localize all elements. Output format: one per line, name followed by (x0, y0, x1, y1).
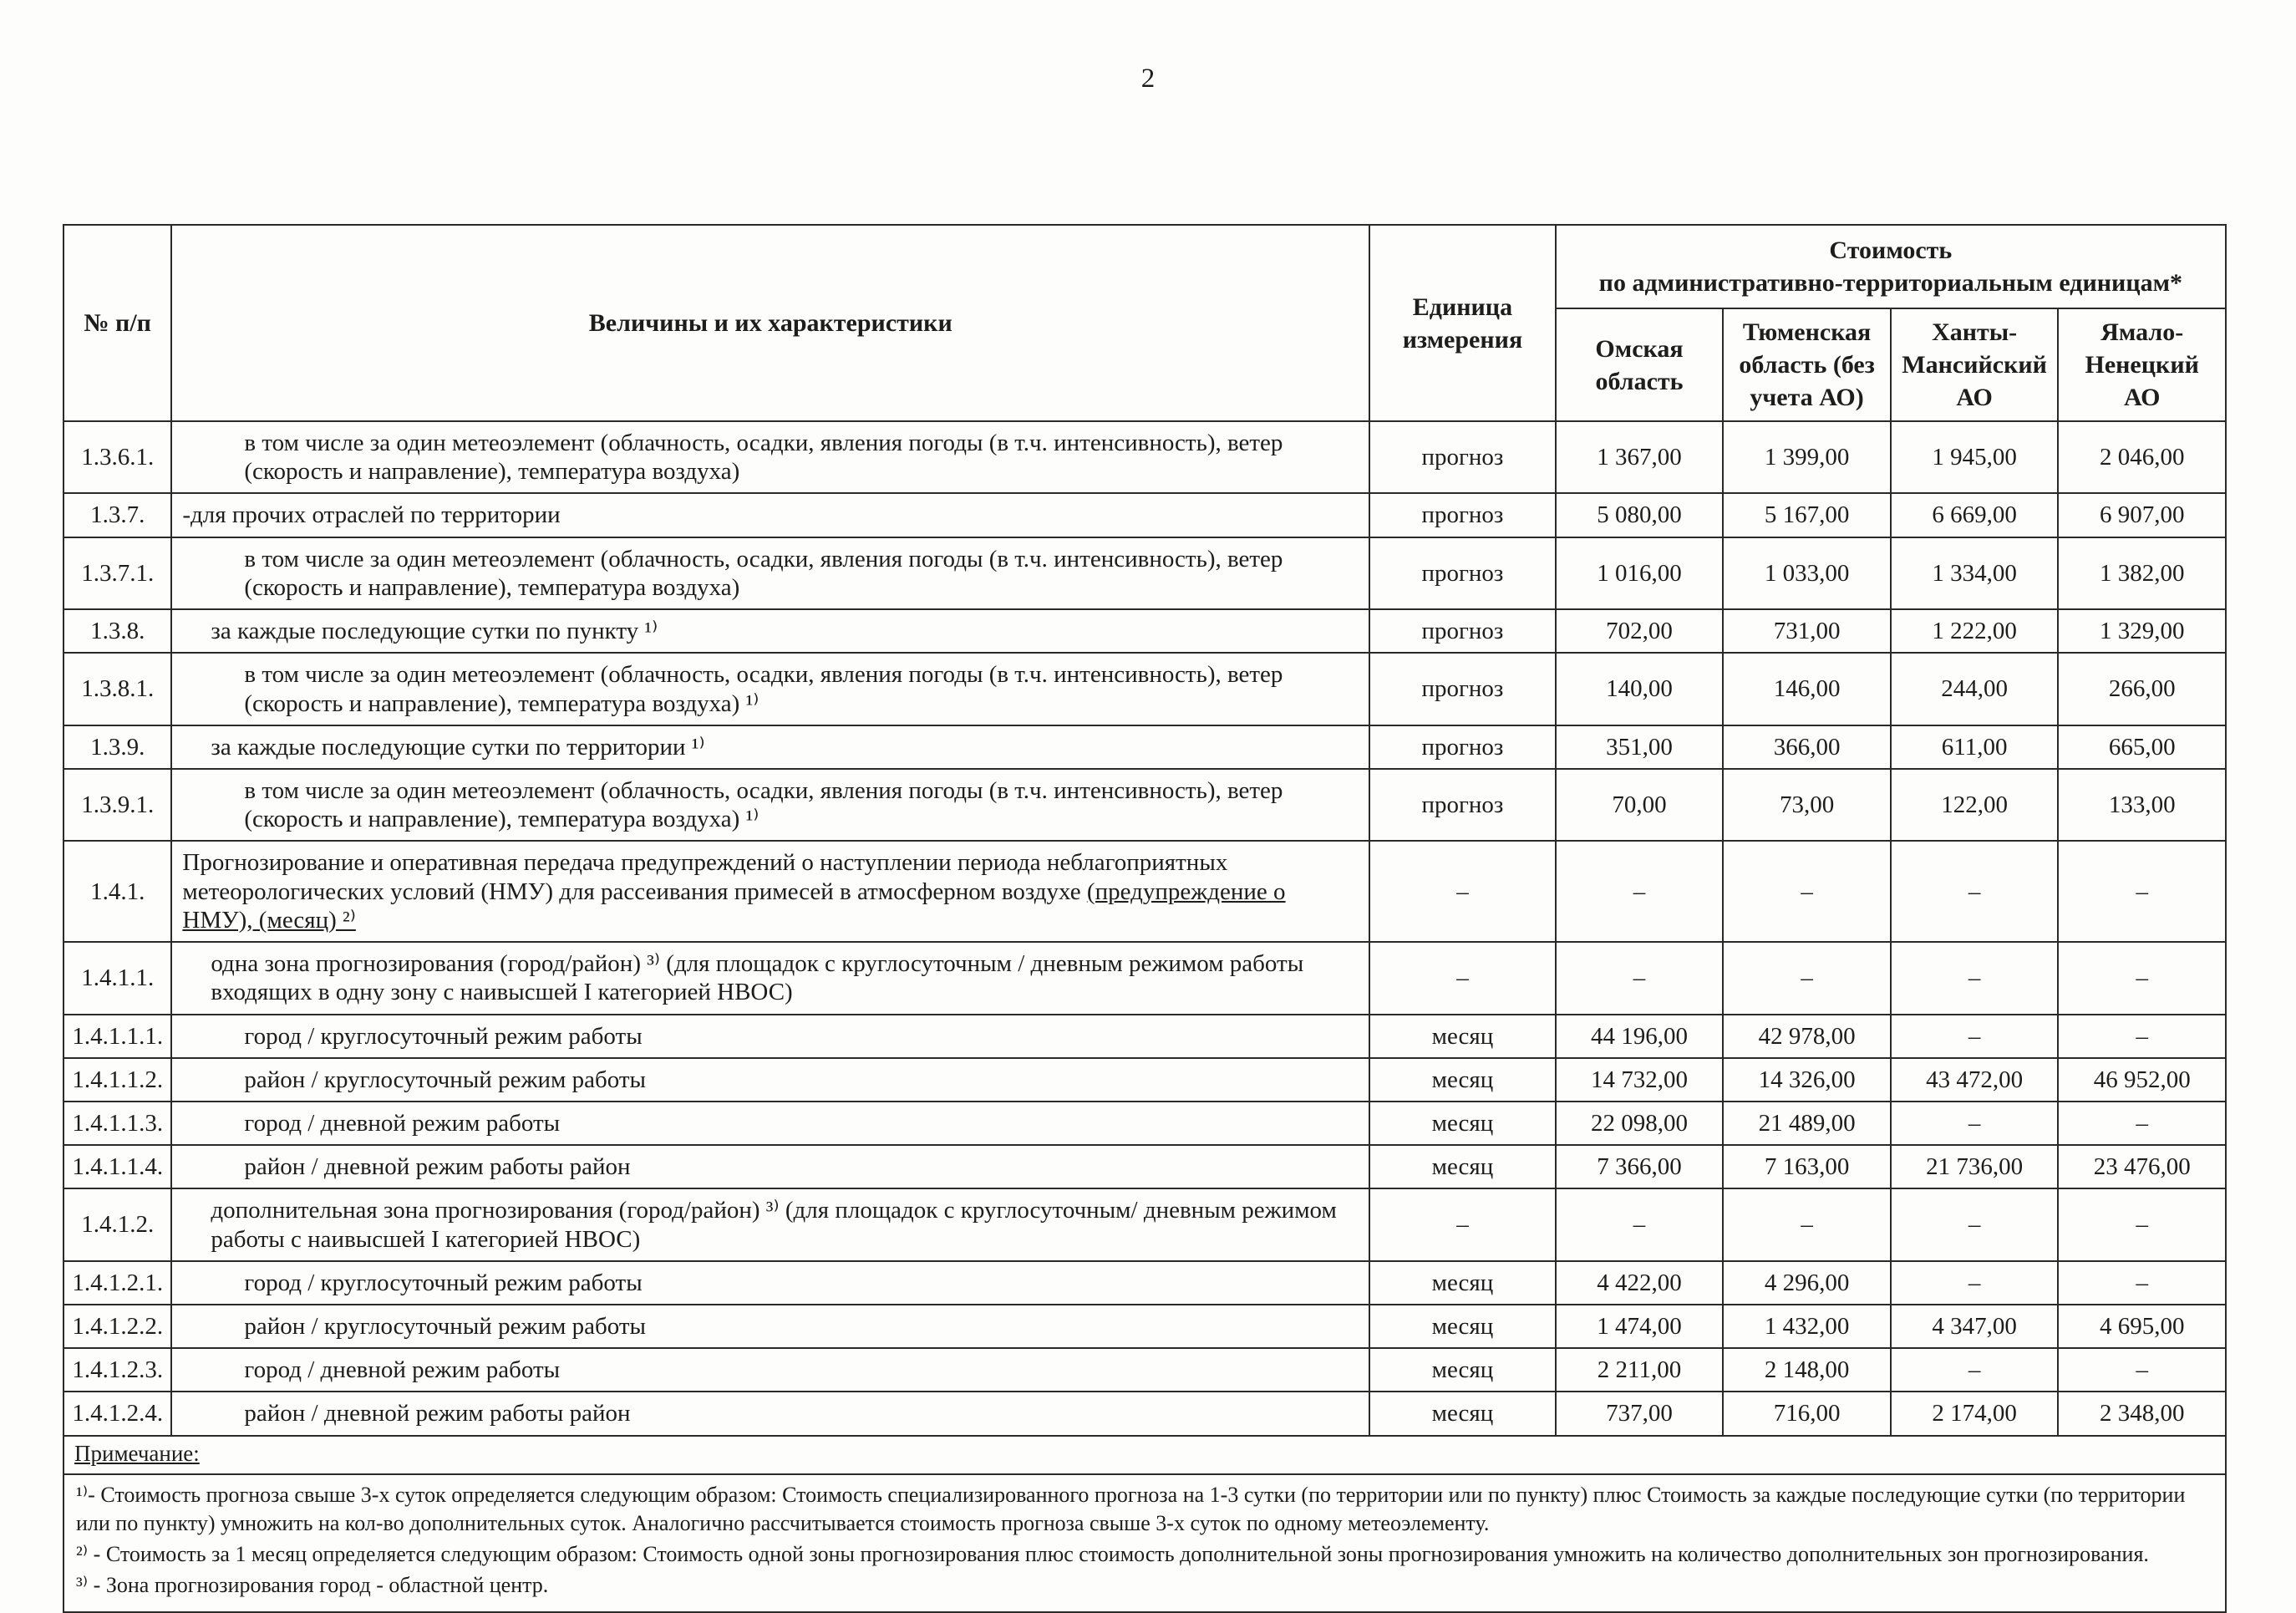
row-name (171, 942, 1369, 1014)
row-number: 1.3.7. (63, 493, 171, 537)
row-value: – (1556, 1188, 1724, 1260)
row-number: 1.3.8. (63, 609, 171, 653)
row-name-text: в том числе за один метеоэлемент (облачность, осадки, явления погоды (в т.ч. интенсивность), ветер (скорость и направление), температура воздуха) ¹⁾ (244, 776, 1283, 833)
row-name-text: район / дневной режим работы район (244, 1400, 631, 1427)
row-value: 4 422,00 (1556, 1261, 1724, 1305)
table-row (63, 1058, 2226, 1102)
row-value: 1 474,00 (1556, 1305, 1724, 1348)
row-number: 1.4.1.2. (63, 1188, 171, 1260)
row-value: 14 732,00 (1556, 1058, 1724, 1102)
row-value: 244,00 (1891, 653, 2059, 725)
row-value: – (1891, 841, 2059, 942)
row-number: 1.3.6.1. (63, 421, 171, 493)
notes-body (63, 1474, 2226, 1612)
row-value: – (1723, 1188, 1891, 1260)
row-value: – (1556, 841, 1724, 942)
row-value: – (1891, 1015, 2059, 1058)
row-value: 1 222,00 (1891, 609, 2059, 653)
row-value: 351,00 (1556, 725, 1724, 769)
row-number: 1.4.1.2.2. (63, 1305, 171, 1348)
row-value: 665,00 (2058, 725, 2226, 769)
row-value: – (1556, 942, 1724, 1014)
row-name-text: Прогнозирование и оперативная передача предупреждений о наступлении периода неблагоприятных метеорологических условий (НМУ) для рассеивания примесей в атмосферном воздухе (182, 849, 1228, 905)
row-value: – (1891, 1102, 2059, 1145)
row-value: 6 907,00 (2058, 493, 2226, 537)
row-unit: прогноз (1369, 609, 1556, 653)
row-name (171, 841, 1369, 942)
row-unit: прогноз (1369, 769, 1556, 841)
table-notes (63, 1436, 2226, 1612)
row-value: 1 033,00 (1723, 537, 1891, 609)
row-value: 266,00 (2058, 653, 2226, 725)
row-number: 1.4.1.2.4. (63, 1392, 171, 1435)
row-value: – (2058, 1102, 2226, 1145)
row-unit: месяц (1369, 1015, 1556, 1058)
col-header-region-yamal: Ямало-Ненецкий АО (2058, 308, 2226, 421)
page-number: 2 (1140, 64, 1156, 94)
table-row (63, 1015, 2226, 1058)
row-name-text: район / круглосуточный режим работы (244, 1066, 647, 1093)
notes-title: Примечание: (63, 1436, 2226, 1474)
row-value: 716,00 (1723, 1392, 1891, 1435)
row-name-text: район / круглосуточный режим работы (244, 1313, 647, 1341)
row-name (171, 421, 1369, 493)
col-header-region-khanty: Ханты-Мансийский АО (1891, 308, 2059, 421)
table-row (63, 1102, 2226, 1145)
row-value: 21 736,00 (1891, 1145, 2059, 1188)
col-header-region-tyumen: Тюменская область (без учета АО) (1723, 308, 1891, 421)
row-value: 4 695,00 (2058, 1305, 2226, 1348)
row-value: 1 399,00 (1723, 421, 1891, 493)
table-row (63, 1188, 2226, 1260)
row-unit: месяц (1369, 1102, 1556, 1145)
row-number: 1.4.1.2.3. (63, 1348, 171, 1392)
table-body (63, 421, 2226, 1436)
row-value: 2 148,00 (1723, 1348, 1891, 1392)
row-number: 1.3.9.1. (63, 769, 171, 841)
row-name-text: одна зона прогнозирования (город/район) ³⁾ (для площадок с круглосуточным / дневным режимом работы входящих в одну зону с наивысшей I категорией НВОС) (211, 950, 1304, 1006)
row-name (171, 1188, 1369, 1260)
row-value: 146,00 (1723, 653, 1891, 725)
row-unit: – (1369, 942, 1556, 1014)
row-value: – (1723, 942, 1891, 1014)
footnote-2: ²⁾ - Стоимость за 1 месяц определяется следующим образом: Стоимость одной зоны прогнозирования плюс стоимость дополнительной зоны прогнозирования умножить на количество дополнительных зон прогнозирования. (76, 1542, 2149, 1567)
col-header-name: Величины и их характеристики (171, 225, 1369, 421)
row-value: 4 296,00 (1723, 1261, 1891, 1305)
col-header-unit-line2: измерения (1402, 325, 1523, 354)
row-name (171, 1015, 1369, 1058)
row-number: 1.3.8.1. (63, 653, 171, 725)
row-unit: прогноз (1369, 537, 1556, 609)
row-value: 702,00 (1556, 609, 1724, 653)
table-row (63, 942, 2226, 1014)
row-name-text: район / дневной режим работы район (244, 1153, 631, 1181)
row-unit: – (1369, 841, 1556, 942)
row-value: 2 174,00 (1891, 1392, 2059, 1435)
row-value: – (1723, 841, 1891, 942)
notes-body-row (63, 1474, 2226, 1612)
row-value: 44 196,00 (1556, 1015, 1724, 1058)
row-name (171, 1392, 1369, 1435)
row-value: 122,00 (1891, 769, 2059, 841)
row-value: 46 952,00 (2058, 1058, 2226, 1102)
row-name-text: в том числе за один метеоэлемент (облачность, осадки, явления погоды (в т.ч. интенсивность), ветер (скорость и направление), температура воздуха) ¹⁾ (244, 661, 1283, 717)
row-value: 73,00 (1723, 769, 1891, 841)
row-value: 2 211,00 (1556, 1348, 1724, 1392)
row-value: – (2058, 1015, 2226, 1058)
row-unit: месяц (1369, 1261, 1556, 1305)
row-value: – (1891, 1348, 2059, 1392)
row-unit: – (1369, 1188, 1556, 1260)
table-row (63, 1348, 2226, 1392)
col-header-region-omsk: Омская область (1556, 308, 1724, 421)
table-row (63, 1145, 2226, 1188)
row-unit: месяц (1369, 1058, 1556, 1102)
row-value: 23 476,00 (2058, 1145, 2226, 1188)
row-name-underlined-text: (предупреждение о НМУ), (месяц) ²⁾ (182, 878, 1286, 934)
row-value: 70,00 (1556, 769, 1724, 841)
table-row (63, 609, 2226, 653)
row-name (171, 725, 1369, 769)
row-value: 1 367,00 (1556, 421, 1724, 493)
table-row (63, 421, 2226, 493)
row-name-text: город / дневной режим работы (244, 1356, 561, 1384)
table-row (63, 537, 2226, 609)
table-row (63, 841, 2226, 942)
row-number: 1.3.9. (63, 725, 171, 769)
table-row (63, 1305, 2226, 1348)
row-value: 611,00 (1891, 725, 2059, 769)
row-value: 42 978,00 (1723, 1015, 1891, 1058)
col-header-cost-group (1556, 225, 2226, 308)
row-unit: месяц (1369, 1392, 1556, 1435)
row-name (171, 769, 1369, 841)
notes-title-row (63, 1436, 2226, 1474)
row-name (171, 1102, 1369, 1145)
row-value: 7 163,00 (1723, 1145, 1891, 1188)
row-unit: месяц (1369, 1145, 1556, 1188)
row-name (171, 1348, 1369, 1392)
row-unit: месяц (1369, 1348, 1556, 1392)
row-number: 1.4.1.1.4. (63, 1145, 171, 1188)
row-unit: прогноз (1369, 725, 1556, 769)
col-header-unit-line1: Единица (1412, 293, 1513, 321)
row-name-text: в том числе за один метеоэлемент (облачность, осадки, явления погоды (в т.ч. интенсивность), ветер (скорость и направление), температура воздуха) (244, 430, 1283, 486)
row-number: 1.4.1. (63, 841, 171, 942)
row-name-text: город / круглосуточный режим работы (244, 1022, 643, 1050)
row-value: 731,00 (1723, 609, 1891, 653)
row-value: 1 016,00 (1556, 537, 1724, 609)
footnote-1: ¹⁾- Стоимость прогноза свыше 3-х суток определяется следующим образом: Стоимость специализированного прогноза на 1-3 сутки (по территории или по пункту) плюс Стоимость за каждые последующие сутки (по территории или по пункту) умножить на кол-во дополнительных суток. Аналогично рассчитывается стоимость прогноза свыше 3-х суток по одному метеоэлементу. (76, 1482, 2186, 1535)
row-value: 5 080,00 (1556, 493, 1724, 537)
table-row (63, 769, 2226, 841)
row-name-text: -для прочих отраслей по территории (182, 501, 561, 529)
row-value: 6 669,00 (1891, 493, 2059, 537)
cost-group-line1: Стоимость (1829, 237, 1953, 264)
row-name (171, 609, 1369, 653)
row-name (171, 1305, 1369, 1348)
row-value: 1 334,00 (1891, 537, 2059, 609)
row-value: 1 432,00 (1723, 1305, 1891, 1348)
row-value: 43 472,00 (1891, 1058, 2059, 1102)
row-number: 1.4.1.1.2. (63, 1058, 171, 1102)
row-name (171, 1145, 1369, 1188)
row-number: 1.3.7.1. (63, 537, 171, 609)
row-value: 1 945,00 (1891, 421, 2059, 493)
row-number: 1.4.1.1.3. (63, 1102, 171, 1145)
row-unit: прогноз (1369, 421, 1556, 493)
row-value: – (2058, 841, 2226, 942)
row-value: 737,00 (1556, 1392, 1724, 1435)
row-unit: прогноз (1369, 653, 1556, 725)
col-header-unit (1369, 225, 1556, 421)
table-row (63, 1261, 2226, 1305)
row-value: – (1891, 942, 2059, 1014)
footnote-3: ³⁾ - Зона прогнозирования город - областной центр. (76, 1573, 549, 1598)
table-row (63, 1392, 2226, 1435)
row-value: 1 382,00 (2058, 537, 2226, 609)
row-name-text: за каждые последующие сутки по территории ¹⁾ (211, 733, 705, 761)
row-name-text: город / дневной режим работы (244, 1109, 561, 1137)
row-value: 2 046,00 (2058, 421, 2226, 493)
row-name-text: в том числе за один метеоэлемент (облачность, осадки, явления погоды (в т.ч. интенсивность), ветер (скорость и направление), температура воздуха) (244, 545, 1283, 601)
row-unit: прогноз (1369, 493, 1556, 537)
row-value: – (1891, 1188, 2059, 1260)
row-value: 7 366,00 (1556, 1145, 1724, 1188)
row-value: 366,00 (1723, 725, 1891, 769)
row-name (171, 1261, 1369, 1305)
col-header-num: № п/п (63, 225, 171, 421)
table-row (63, 493, 2226, 537)
row-name-text: город / круглосуточный режим работы (244, 1269, 643, 1296)
row-name (171, 653, 1369, 725)
table-header (63, 225, 2226, 421)
row-value: 4 347,00 (1891, 1305, 2059, 1348)
row-number: 1.4.1.1.1. (63, 1015, 171, 1058)
row-value: 22 098,00 (1556, 1102, 1724, 1145)
table-row (63, 725, 2226, 769)
row-name (171, 537, 1369, 609)
row-name-text: за каждые последующие сутки по пункту ¹⁾ (211, 618, 658, 645)
row-value: 1 329,00 (2058, 609, 2226, 653)
cost-group-line2: по административно-территориальным единицам* (1598, 269, 2183, 297)
row-value: – (2058, 1188, 2226, 1260)
row-number: 1.4.1.2.1. (63, 1261, 171, 1305)
row-value: – (2058, 1261, 2226, 1305)
row-value: – (2058, 1348, 2226, 1392)
row-name (171, 1058, 1369, 1102)
row-unit: месяц (1369, 1305, 1556, 1348)
row-value: – (1891, 1261, 2059, 1305)
row-name-text: дополнительная зона прогнозирования (город/район) ³⁾ (для площадок с круглосуточным/ дневным режимом работы с наивысшей I категорией НВОС) (211, 1197, 1337, 1253)
row-value: 5 167,00 (1723, 493, 1891, 537)
row-number: 1.4.1.1. (63, 942, 171, 1014)
row-value: 133,00 (2058, 769, 2226, 841)
row-value: 2 348,00 (2058, 1392, 2226, 1435)
table-row (63, 653, 2226, 725)
row-value: 14 326,00 (1723, 1058, 1891, 1102)
row-value: – (2058, 942, 2226, 1014)
row-value: 21 489,00 (1723, 1102, 1891, 1145)
row-value: 140,00 (1556, 653, 1724, 725)
tariff-table (63, 224, 2227, 1613)
row-name (171, 493, 1369, 537)
